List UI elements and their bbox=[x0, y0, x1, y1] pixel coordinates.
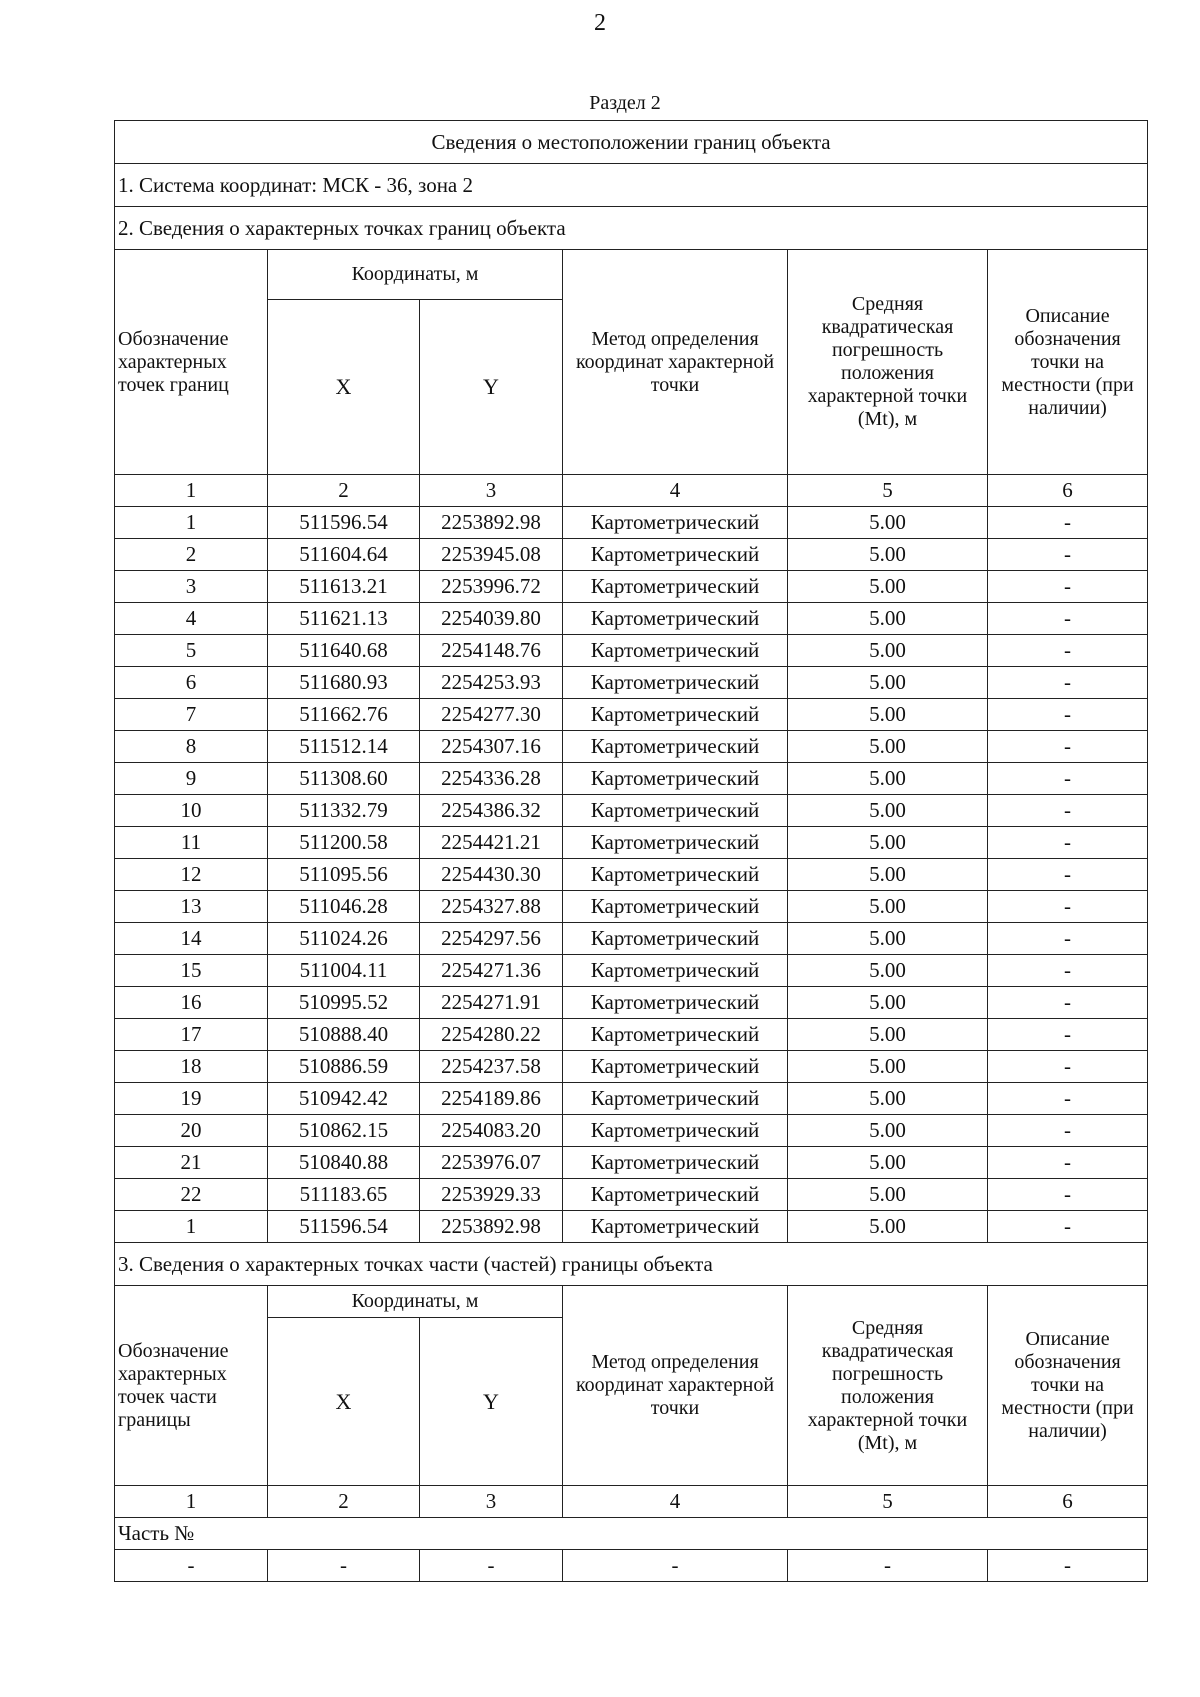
coord-y: 2254237.58 bbox=[420, 1051, 563, 1083]
table-row bbox=[115, 987, 1148, 1019]
header-accuracy: Средняя квадратическая погрешность положения характерной точки (Mt), м bbox=[788, 1286, 988, 1486]
method: Картометрический bbox=[563, 795, 788, 827]
boundary-points-heading-row bbox=[115, 207, 1148, 250]
accuracy: 5.00 bbox=[788, 1147, 988, 1179]
part-cell: - bbox=[115, 1550, 268, 1582]
accuracy: 5.00 bbox=[788, 635, 988, 667]
coord-y: 2254327.88 bbox=[420, 891, 563, 923]
description: - bbox=[988, 635, 1148, 667]
part-label-row bbox=[115, 1518, 1148, 1550]
header-coordinates: Координаты, м bbox=[268, 250, 563, 300]
coord-x: 511640.68 bbox=[268, 635, 420, 667]
boundary-points-heading: 2. Сведения о характерных точках границ объекта bbox=[115, 207, 1148, 250]
point-number: 1 bbox=[115, 1211, 268, 1243]
accuracy: 5.00 bbox=[788, 1179, 988, 1211]
table-row bbox=[115, 859, 1148, 891]
description: - bbox=[988, 795, 1148, 827]
point-number: 1 bbox=[115, 507, 268, 539]
method: Картометрический bbox=[563, 667, 788, 699]
coord-x: 511024.26 bbox=[268, 923, 420, 955]
coord-y: 2254421.21 bbox=[420, 827, 563, 859]
header-point-designation: Обозначение характерных точек границ bbox=[115, 250, 268, 475]
coord-y: 2254189.86 bbox=[420, 1083, 563, 1115]
accuracy: 5.00 bbox=[788, 923, 988, 955]
coord-x: 511512.14 bbox=[268, 731, 420, 763]
method: Картометрический bbox=[563, 539, 788, 571]
method: Картометрический bbox=[563, 763, 788, 795]
header-accuracy: Средняя квадратическая погрешность положения характерной точки (Mt), м bbox=[788, 250, 988, 475]
table-row bbox=[115, 955, 1148, 987]
column-number: 5 bbox=[788, 1486, 988, 1518]
column-number: 1 bbox=[115, 475, 268, 507]
point-number: 22 bbox=[115, 1179, 268, 1211]
description: - bbox=[988, 507, 1148, 539]
method: Картометрический bbox=[563, 955, 788, 987]
method: Картометрический bbox=[563, 891, 788, 923]
description: - bbox=[988, 891, 1148, 923]
coord-y: 2253976.07 bbox=[420, 1147, 563, 1179]
part-label: Часть № bbox=[115, 1518, 1148, 1550]
parts-heading-row bbox=[115, 1243, 1148, 1286]
column-number: 4 bbox=[563, 475, 788, 507]
point-number: 21 bbox=[115, 1147, 268, 1179]
coord-x: 511200.58 bbox=[268, 827, 420, 859]
point-number: 6 bbox=[115, 667, 268, 699]
accuracy: 5.00 bbox=[788, 987, 988, 1019]
point-number: 3 bbox=[115, 571, 268, 603]
coord-x: 511183.65 bbox=[268, 1179, 420, 1211]
method: Картометрический bbox=[563, 1019, 788, 1051]
table-row bbox=[115, 1051, 1148, 1083]
coord-y: 2253945.08 bbox=[420, 539, 563, 571]
coord-y: 2254039.80 bbox=[420, 603, 563, 635]
coord-x: 511596.54 bbox=[268, 507, 420, 539]
header-part-point-designation: Обозначение характерных точек части границы bbox=[115, 1286, 268, 1486]
coord-x: 510886.59 bbox=[268, 1051, 420, 1083]
description: - bbox=[988, 603, 1148, 635]
part-row bbox=[115, 1550, 1148, 1582]
table-row bbox=[115, 891, 1148, 923]
method: Картометрический bbox=[563, 1115, 788, 1147]
description: - bbox=[988, 1051, 1148, 1083]
method: Картометрический bbox=[563, 1051, 788, 1083]
method: Картометрический bbox=[563, 699, 788, 731]
point-number: 17 bbox=[115, 1019, 268, 1051]
coord-x: 511046.28 bbox=[268, 891, 420, 923]
table-row bbox=[115, 699, 1148, 731]
point-number: 16 bbox=[115, 987, 268, 1019]
method: Картометрический bbox=[563, 731, 788, 763]
coord-y: 2254336.28 bbox=[420, 763, 563, 795]
coord-y: 2254386.32 bbox=[420, 795, 563, 827]
accuracy: 5.00 bbox=[788, 731, 988, 763]
part-cell: - bbox=[563, 1550, 788, 1582]
accuracy: 5.00 bbox=[788, 1115, 988, 1147]
page-number: 2 bbox=[594, 10, 606, 36]
part-cell: - bbox=[788, 1550, 988, 1582]
coordinate-system-row bbox=[115, 164, 1148, 207]
coord-x: 511596.54 bbox=[268, 1211, 420, 1243]
coord-y: 2254277.30 bbox=[420, 699, 563, 731]
description: - bbox=[988, 1147, 1148, 1179]
parts-heading: 3. Сведения о характерных точках части (частей) границы объекта bbox=[115, 1243, 1148, 1286]
point-number: 9 bbox=[115, 763, 268, 795]
coord-x: 510995.52 bbox=[268, 987, 420, 1019]
coord-y: 2253892.98 bbox=[420, 507, 563, 539]
coord-x: 510888.40 bbox=[268, 1019, 420, 1051]
method: Картометрический bbox=[563, 507, 788, 539]
coord-y: 2254083.20 bbox=[420, 1115, 563, 1147]
table-row bbox=[115, 763, 1148, 795]
points-body bbox=[115, 507, 1148, 1243]
accuracy: 5.00 bbox=[788, 1051, 988, 1083]
column-number: 3 bbox=[420, 475, 563, 507]
table-row bbox=[115, 1147, 1148, 1179]
description: - bbox=[988, 667, 1148, 699]
point-number: 7 bbox=[115, 699, 268, 731]
table-row bbox=[115, 1115, 1148, 1147]
column-number: 5 bbox=[788, 475, 988, 507]
description: - bbox=[988, 1115, 1148, 1147]
description: - bbox=[988, 827, 1148, 859]
coord-x: 511680.93 bbox=[268, 667, 420, 699]
column-number: 4 bbox=[563, 1486, 788, 1518]
method: Картометрический bbox=[563, 1179, 788, 1211]
coord-y: 2254297.56 bbox=[420, 923, 563, 955]
header-x: X bbox=[268, 300, 420, 475]
accuracy: 5.00 bbox=[788, 603, 988, 635]
table-title-row bbox=[115, 121, 1148, 164]
accuracy: 5.00 bbox=[788, 1083, 988, 1115]
point-number: 19 bbox=[115, 1083, 268, 1115]
header-x: X bbox=[268, 1318, 420, 1486]
accuracy: 5.00 bbox=[788, 507, 988, 539]
header-description: Описание обозначения точки на местности (при наличии) bbox=[988, 250, 1148, 475]
part-cell: - bbox=[988, 1550, 1148, 1582]
coord-x: 510942.42 bbox=[268, 1083, 420, 1115]
column-number: 2 bbox=[268, 1486, 420, 1518]
column-number: 2 bbox=[268, 475, 420, 507]
coord-y: 2254307.16 bbox=[420, 731, 563, 763]
column-number: 1 bbox=[115, 1486, 268, 1518]
table-row bbox=[115, 603, 1148, 635]
table-row bbox=[115, 1211, 1148, 1243]
table-row bbox=[115, 1019, 1148, 1051]
table-row bbox=[115, 571, 1148, 603]
table-row bbox=[115, 731, 1148, 763]
point-number: 11 bbox=[115, 827, 268, 859]
description: - bbox=[988, 571, 1148, 603]
point-number: 10 bbox=[115, 795, 268, 827]
column-number: 6 bbox=[988, 475, 1148, 507]
coordinate-system: 1. Система координат: МСК - 36, зона 2 bbox=[115, 164, 1148, 207]
boundary-table bbox=[114, 120, 1148, 1582]
point-number: 20 bbox=[115, 1115, 268, 1147]
coord-y: 2254148.76 bbox=[420, 635, 563, 667]
coord-y: 2253996.72 bbox=[420, 571, 563, 603]
coord-x: 510840.88 bbox=[268, 1147, 420, 1179]
point-number: 2 bbox=[115, 539, 268, 571]
method: Картометрический bbox=[563, 859, 788, 891]
coord-y: 2254253.93 bbox=[420, 667, 563, 699]
accuracy: 5.00 bbox=[788, 795, 988, 827]
accuracy: 5.00 bbox=[788, 539, 988, 571]
accuracy: 5.00 bbox=[788, 763, 988, 795]
table-row bbox=[115, 1179, 1148, 1211]
table-row bbox=[115, 827, 1148, 859]
table-row bbox=[115, 507, 1148, 539]
section-title: Раздел 2 bbox=[589, 92, 661, 114]
point-number: 13 bbox=[115, 891, 268, 923]
point-number: 14 bbox=[115, 923, 268, 955]
header-description: Описание обозначения точки на местности (при наличии) bbox=[988, 1286, 1148, 1486]
accuracy: 5.00 bbox=[788, 667, 988, 699]
description: - bbox=[988, 1211, 1148, 1243]
column-numbers-row bbox=[115, 1486, 1148, 1518]
description: - bbox=[988, 699, 1148, 731]
accuracy: 5.00 bbox=[788, 571, 988, 603]
accuracy: 5.00 bbox=[788, 1211, 988, 1243]
coord-y: 2254280.22 bbox=[420, 1019, 563, 1051]
coord-x: 511004.11 bbox=[268, 955, 420, 987]
accuracy: 5.00 bbox=[788, 827, 988, 859]
method: Картометрический bbox=[563, 571, 788, 603]
method: Картометрический bbox=[563, 827, 788, 859]
method: Картометрический bbox=[563, 1211, 788, 1243]
table-row bbox=[115, 539, 1148, 571]
part-cell: - bbox=[268, 1550, 420, 1582]
point-number: 4 bbox=[115, 603, 268, 635]
description: - bbox=[988, 987, 1148, 1019]
point-number: 15 bbox=[115, 955, 268, 987]
coord-y: 2253892.98 bbox=[420, 1211, 563, 1243]
column-number: 3 bbox=[420, 1486, 563, 1518]
header-method: Метод определения координат характерной точки bbox=[563, 1286, 788, 1486]
coord-x: 511662.76 bbox=[268, 699, 420, 731]
description: - bbox=[988, 539, 1148, 571]
coord-y: 2254430.30 bbox=[420, 859, 563, 891]
description: - bbox=[988, 923, 1148, 955]
method: Картометрический bbox=[563, 635, 788, 667]
accuracy: 5.00 bbox=[788, 699, 988, 731]
table-title: Сведения о местоположении границ объекта bbox=[115, 121, 1148, 164]
method: Картометрический bbox=[563, 923, 788, 955]
point-number: 8 bbox=[115, 731, 268, 763]
table-row bbox=[115, 667, 1148, 699]
header-row bbox=[115, 250, 1148, 300]
table-row bbox=[115, 923, 1148, 955]
description: - bbox=[988, 955, 1148, 987]
description: - bbox=[988, 859, 1148, 891]
accuracy: 5.00 bbox=[788, 891, 988, 923]
method: Картометрический bbox=[563, 1083, 788, 1115]
table-row bbox=[115, 1083, 1148, 1115]
coord-x: 511621.13 bbox=[268, 603, 420, 635]
coord-x: 511095.56 bbox=[268, 859, 420, 891]
description: - bbox=[988, 763, 1148, 795]
point-number: 12 bbox=[115, 859, 268, 891]
method: Картометрический bbox=[563, 1147, 788, 1179]
accuracy: 5.00 bbox=[788, 859, 988, 891]
coord-y: 2254271.36 bbox=[420, 955, 563, 987]
header-y: Y bbox=[420, 300, 563, 475]
coord-x: 511308.60 bbox=[268, 763, 420, 795]
coord-x: 511604.64 bbox=[268, 539, 420, 571]
coord-x: 510862.15 bbox=[268, 1115, 420, 1147]
description: - bbox=[988, 1083, 1148, 1115]
accuracy: 5.00 bbox=[788, 1019, 988, 1051]
accuracy: 5.00 bbox=[788, 955, 988, 987]
header-method: Метод определения координат характерной точки bbox=[563, 250, 788, 475]
column-numbers-row bbox=[115, 475, 1148, 507]
point-number: 5 bbox=[115, 635, 268, 667]
method: Картометрический bbox=[563, 603, 788, 635]
table-row bbox=[115, 795, 1148, 827]
header-row bbox=[115, 1286, 1148, 1318]
header-coordinates: Координаты, м bbox=[268, 1286, 563, 1318]
part-cell: - bbox=[420, 1550, 563, 1582]
coord-y: 2253929.33 bbox=[420, 1179, 563, 1211]
coord-y: 2254271.91 bbox=[420, 987, 563, 1019]
method: Картометрический bbox=[563, 987, 788, 1019]
description: - bbox=[988, 731, 1148, 763]
description: - bbox=[988, 1019, 1148, 1051]
header-y: Y bbox=[420, 1318, 563, 1486]
point-number: 18 bbox=[115, 1051, 268, 1083]
table-row bbox=[115, 635, 1148, 667]
coord-x: 511332.79 bbox=[268, 795, 420, 827]
description: - bbox=[988, 1179, 1148, 1211]
coord-x: 511613.21 bbox=[268, 571, 420, 603]
column-number: 6 bbox=[988, 1486, 1148, 1518]
